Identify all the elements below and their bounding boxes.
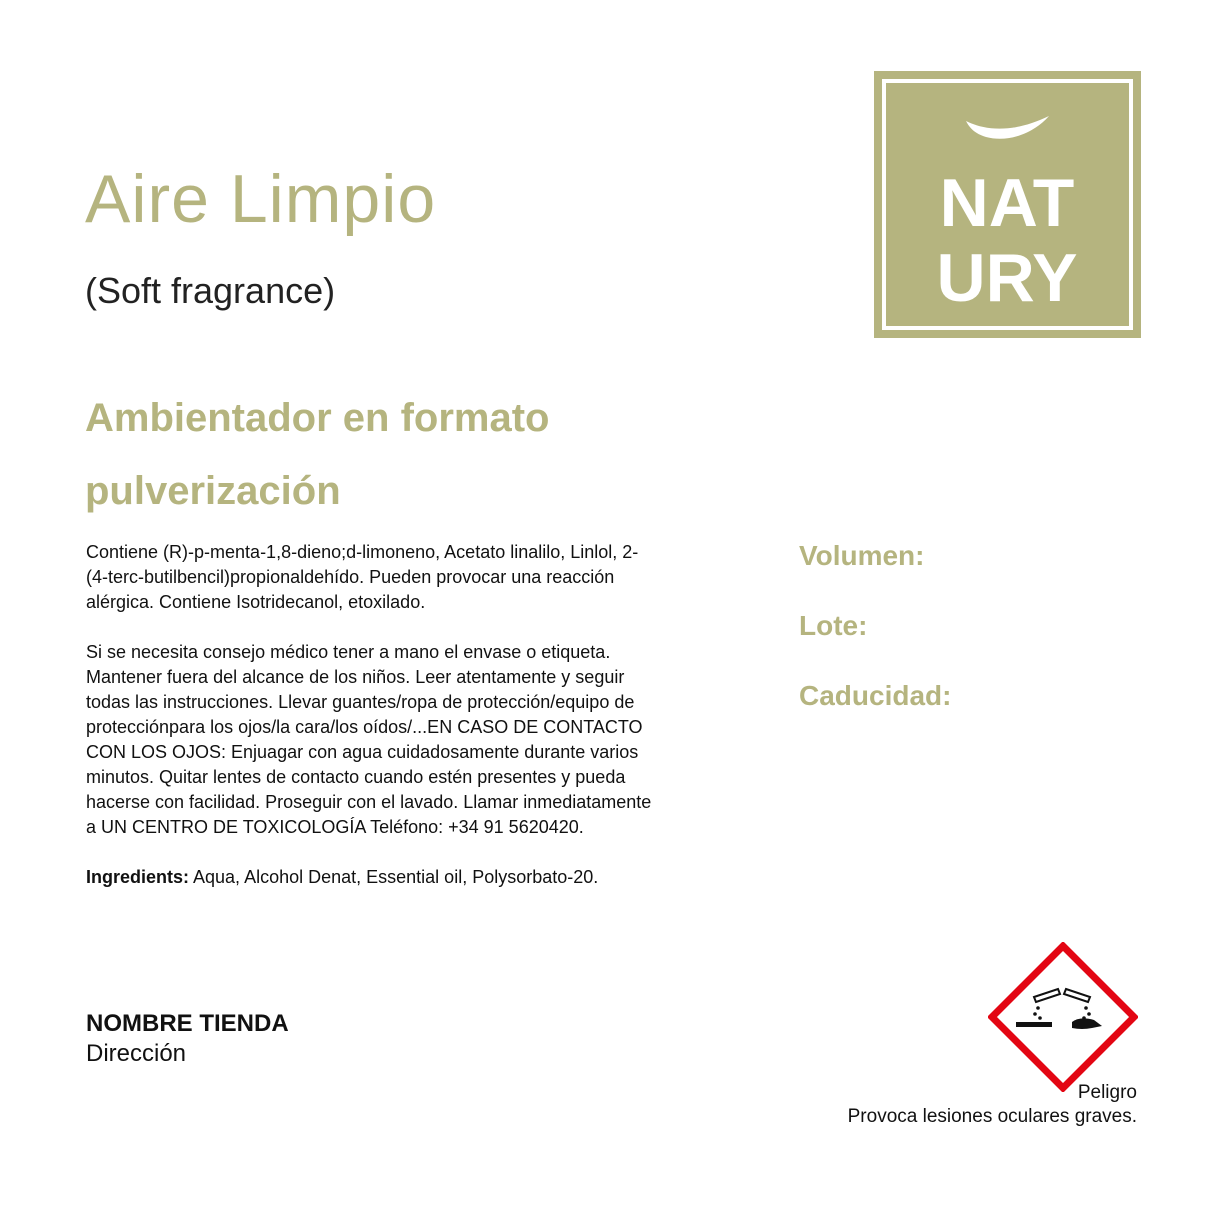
- lot-field-label: Lote:: [799, 610, 868, 641]
- store-address: Dirección: [86, 1040, 187, 1067]
- ingredients-text: Aqua, Alcohol Denat, Essential oil, Polysorbato-20.: [189, 867, 599, 887]
- corrosive-hazard-pictogram: [988, 942, 1138, 1092]
- natury-logo: [874, 71, 1141, 338]
- store-name: NOMBRE TIENDA: [86, 1010, 289, 1037]
- label-body: [86, 540, 656, 915]
- batch-fields: [799, 540, 951, 750]
- logo-text-line2: URY: [936, 240, 1078, 316]
- product-subtitle: (Soft fragrance): [85, 270, 336, 311]
- hazard-signal-word: Peligro: [1077, 1082, 1137, 1103]
- product-heading: Ambientador en formato pulverización: [85, 396, 550, 513]
- composition-paragraph: Contiene (R)-p-menta-1,8-dieno;d-limoneno, Acetato linalilo, Linlol, 2-(4-terc-butilbencil)propionaldehído. Pueden provocar una reacción alérgica. Contiene Isotridecanol, etoxilado.: [86, 542, 639, 612]
- ingredients-label: Ingredients:: [86, 867, 190, 887]
- safety-paragraph: Si se necesita consejo médico tener a mano el envase o etiqueta. Mantener fuera del alcance de los niños. Leer atentamente y seguir todas las instrucciones. Llevar guantes/ropa de protección/equipo de protecciónpara los ojos/la cara/los oídos/...EN CASO DE CONTACTO CON LOS OJOS: Enjuagar con agua cuidadosamente durante varios minutos. Quitar lentes de contacto cuando estén presentes y pueda hacerse con facilidad. Proseguir con el lavado. Llamar inmediatamente a UN CENTRO DE TOXICOLOGÍA Teléfono: +34 91 5620420.: [86, 642, 652, 837]
- volume-field-label: Volumen:: [799, 540, 925, 571]
- hazard-statement: Provoca lesiones oculares graves.: [847, 1106, 1137, 1127]
- logo-text-line1: NAT: [939, 165, 1075, 241]
- ingredients-paragraph: [86, 865, 656, 890]
- expiry-field-label: Caducidad:: [799, 680, 952, 711]
- product-title: Aire Limpio: [85, 161, 437, 237]
